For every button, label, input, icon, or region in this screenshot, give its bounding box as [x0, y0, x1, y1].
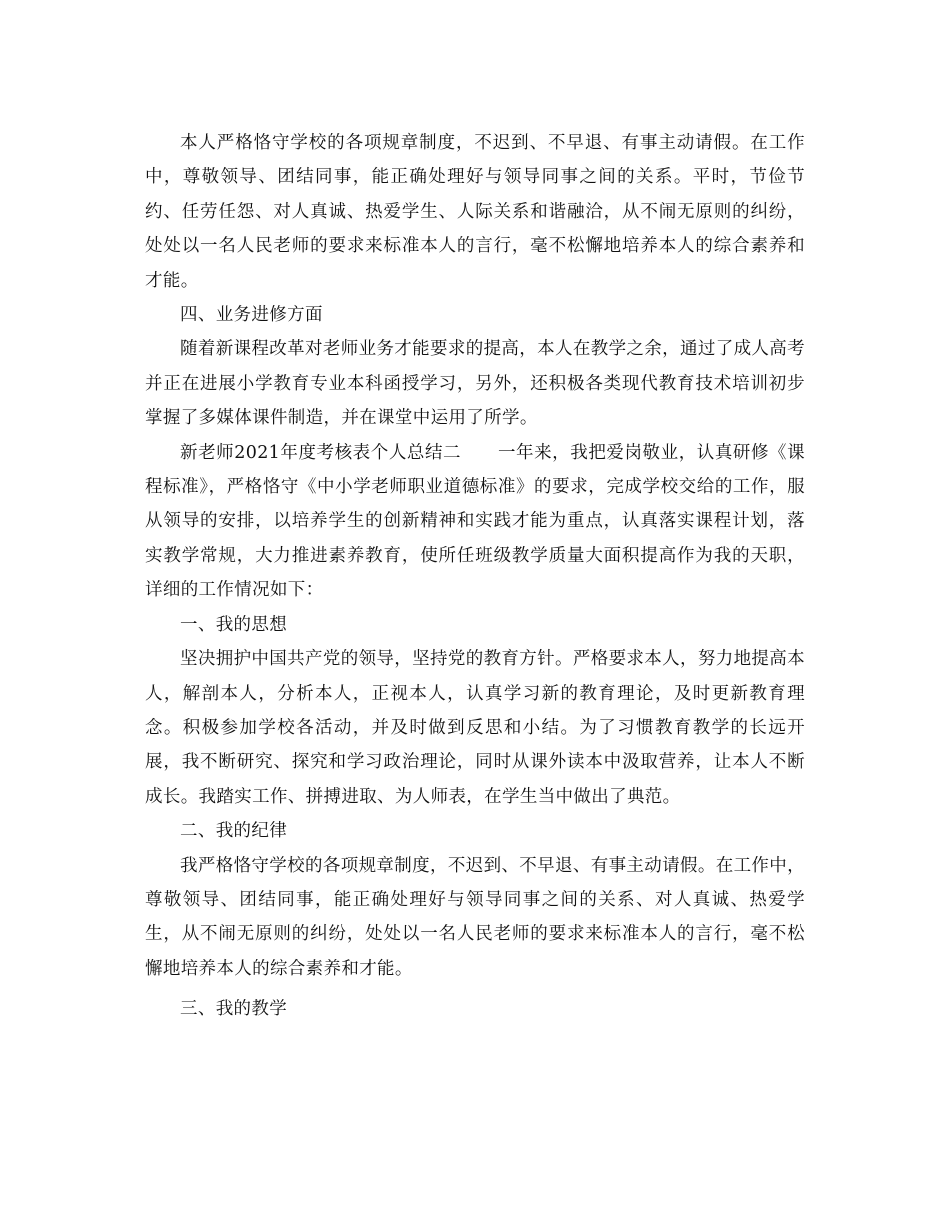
paragraph-my-discipline: 我严格恪守学校的各项规章制度，不迟到、不早退、有事主动请假。在工作中，尊敬领导、团结同事，能正确处理好与领导同事之间的关系、对人真诚、热爱学生，从不闹无原则的纠纷，处处以一名人民老师的要求来标准本人的言行，毫不松懈地培养本人的综合素养和才能。	[145, 855, 805, 979]
paragraph-annual-summary-intro	[145, 436, 805, 608]
paragraph-my-thoughts: 坚决拥护中国共产党的领导，坚持党的教育方针。严格要求本人，努力地提高本人，解剖本人，分析本人，正视本人，认真学习新的教育理论，及时更新教育理念。积极参加学校各活动，并及时做到反思和小结。为了习惯教育教学的长远开展，我不断研究、探究和学习政治理论，同时从课外读本中汲取营养，让本人不断成长。我踏实工作、拼搏进取、为人师表，在学生当中做出了典范。	[145, 649, 805, 807]
heading-professional-study: 四、业务进修方面	[180, 305, 323, 326]
heading-my-thoughts: 一、我的思想	[180, 614, 288, 635]
paragraph-discipline-summary: 本人严格恪守学校的各项规章制度，不迟到、不早退、有事主动请假。在工作中，尊敬领导、团结同事，能正确处理好与领导同事之间的关系。平时，节俭节约、任劳任怨、对人真诚、热爱学生、人际关系和谐融洽，从不闹无原则的纠纷，处处以一名人民老师的要求来标准本人的言行，毫不松懈地培养本人的综合素养和才能。	[145, 133, 805, 291]
paragraph-professional-study: 随着新课程改革对老师业务才能要求的提高，本人在教学之余，通过了成人高考并正在进展小学教育专业本科函授学习，另外，还积极各类现代教育技术培训初步掌握了多媒体课件制造，并在课堂中运用了所学。	[145, 339, 805, 429]
heading-my-discipline: 二、我的纪律	[180, 821, 288, 842]
summary-title: 新老师2021年度考核表个人总结二	[180, 442, 462, 463]
heading-my-teaching: 三、我的教学	[180, 999, 288, 1020]
summary-intro-text: 一年来，我把爱岗敬业，认真研修《课程标准》，严格恪守《中小学老师职业道德标准》的要求，完成学校交给的工作，服从领导的安排，以培养学生的创新精神和实践才能为重点，认真落实课程计划，落实教学常规，大力推进素养教育，使所任班级教学质量大面积提高作为我的天职，详细的工作情况如下：	[145, 442, 805, 601]
